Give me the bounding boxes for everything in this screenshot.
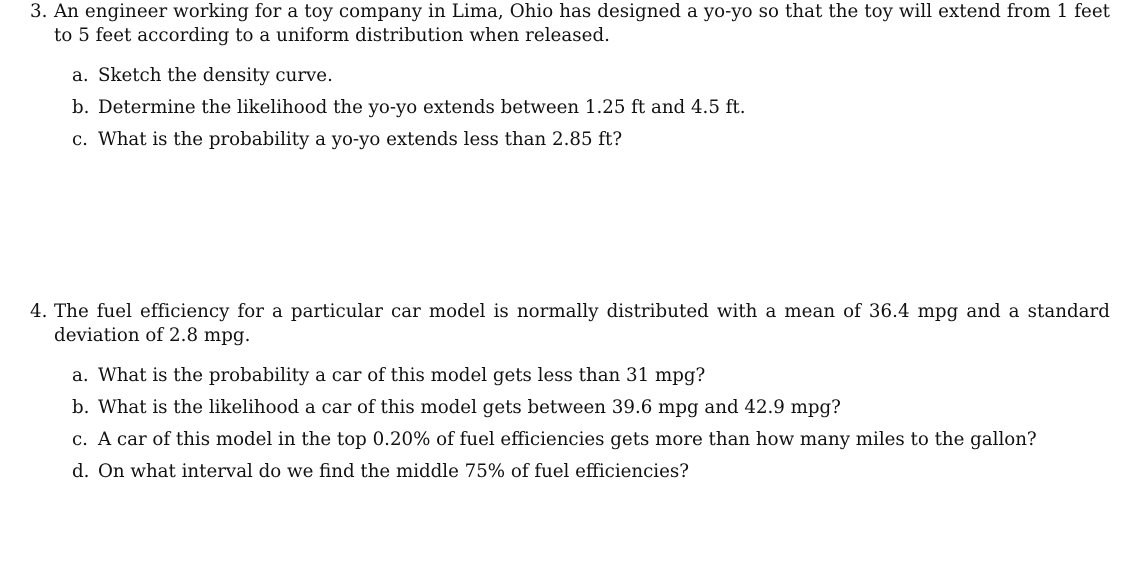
part-text: What is the probability a car of this model gets less than 31 mpg? bbox=[98, 365, 706, 386]
problem-parts bbox=[72, 64, 1110, 160]
problem-number: 4. bbox=[30, 301, 48, 322]
problem-part-c bbox=[72, 128, 1110, 160]
part-letter: a. bbox=[72, 65, 89, 86]
problem-stem-text: The fuel efficiency for a particular car model is normally distributed with a mean of 36.4 mpg and a standard deviation of 2.8 mpg. bbox=[54, 301, 1110, 346]
part-text: A car of this model in the top 0.20% of fuel efficiencies gets more than how many miles to the gallon? bbox=[98, 429, 1037, 450]
problem-3 bbox=[30, 0, 1110, 160]
part-letter: d. bbox=[72, 461, 90, 482]
part-text: What is the probability a yo-yo extends less than 2.85 ft? bbox=[98, 129, 623, 150]
part-letter: c. bbox=[72, 129, 88, 150]
problem-stem-text: An engineer working for a toy company in Lima, Ohio has designed a yo-yo so that the toy will extend from 1 feet to 5 feet according to a uniform distribution when released. bbox=[54, 1, 1110, 46]
problem-stem bbox=[30, 0, 1110, 48]
problem-stem bbox=[30, 300, 1110, 348]
problem-4 bbox=[30, 300, 1110, 492]
problem-parts bbox=[72, 364, 1110, 492]
part-letter: c. bbox=[72, 429, 88, 450]
part-text: Determine the likelihood the yo-yo extends between 1.25 ft and 4.5 ft. bbox=[98, 97, 746, 118]
problem-part-d bbox=[72, 460, 1110, 492]
problem-part-b bbox=[72, 96, 1110, 128]
problem-part-c bbox=[72, 428, 1110, 460]
problem-part-b bbox=[72, 396, 1110, 428]
problem-part-a bbox=[72, 364, 1110, 396]
part-letter: b. bbox=[72, 397, 90, 418]
part-letter: b. bbox=[72, 97, 90, 118]
problem-part-a bbox=[72, 64, 1110, 96]
problem-number: 3. bbox=[30, 1, 48, 22]
part-text: Sketch the density curve. bbox=[98, 65, 333, 86]
part-text: On what interval do we find the middle 75% of fuel efficiencies? bbox=[98, 461, 689, 482]
part-text: What is the likelihood a car of this model gets between 39.6 mpg and 42.9 mpg? bbox=[98, 397, 841, 418]
part-letter: a. bbox=[72, 365, 89, 386]
